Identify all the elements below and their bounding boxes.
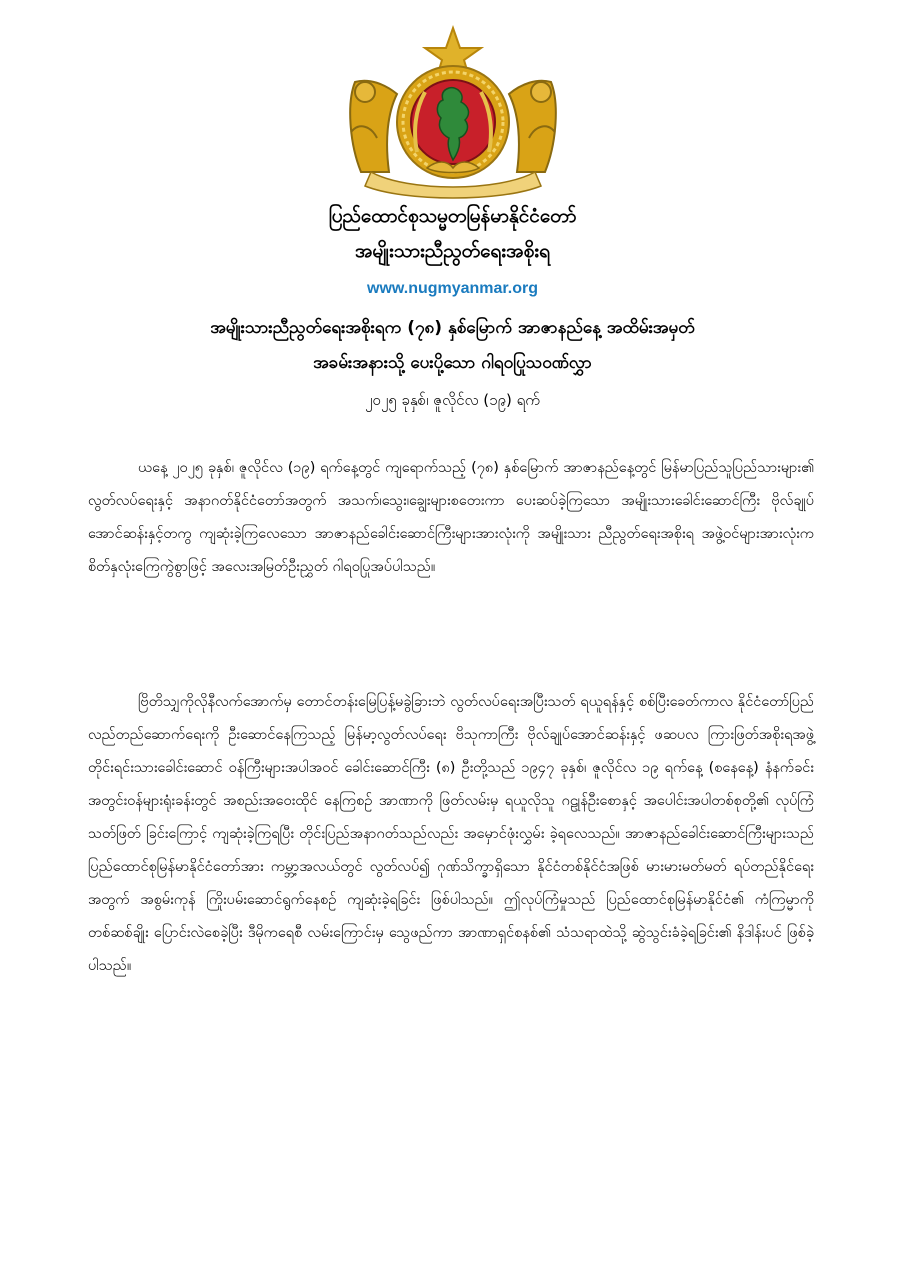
body-paragraph-2: ဗြိတိသျှကိုလိုနီလက်အောက်မှ တောင်တန်းမြေပြန့်မခွဲခြားဘဲ လွတ်လပ်ရေးအပြီးသတ် ရယူရန်နှင့် စစ်ပြီးခေတ်ကာလ နိုင်ငံတော်ပြည်လည်တည်ဆောက်ရေးကို ဦးဆောင်နေကြသည့် မြန်မာ့လွတ်လပ်ရေး ဗိသုကာကြီး ဗိုလ်ချုပ်အောင်ဆန်းနှင့် ဖဆပလ ကြားဖြတ်အစိုးရအဖွဲ့ တိုင်းရင်းသားခေါင်းဆောင် ဝန်ကြီးများအပါအဝင် ခေါင်းဆောင်ကြီး (၈) ဦးတို့သည် ၁၉၄၇ ခုနှစ်၊ ဇူလိုင်လ ၁၉ ရက်နေ့ (စနေနေ့) နံနက်ခင်း အတွင်းဝန်များရုံးခန်းတွင် အစည်းအဝေးထိုင် နေကြစဉ် အာဏာကို ဖြတ်လမ်းမှ ရယူလိုသူ ဂဠုန်ဦးစောနှင့် အပေါင်းအပါတစ်စုတို့၏ လုပ်ကြံသတ်ဖြတ် ခြင်းကြောင့် ကျဆုံးခဲ့ကြရပြီး တိုင်းပြည်အနာဂတ်သည်လည်း အမှောင်ဖုံးလွှမ်း ခဲ့ရလေသည်။ အာဇာနည်ခေါင်းဆောင်ကြီးများသည် ပြည်ထောင်စုမြန်မာနိုင်ငံတော်အား ကမ္ဘာ့အလယ်တွင် လွတ်လပ်၍ ဂုဏ်သိက္ခာရှိသော နိုင်ငံတစ်နိုင်ငံအဖြစ် မားမားမတ်မတ် ရပ်တည်နိုင်ရေးအတွက် အစွမ်းကုန် ကြိုးပမ်းဆောင်ရွက်နေစဉ် ကျဆုံးခဲ့ရခြင်း ဖြစ်ပါသည်။ ဤလုပ်ကြံမှုသည် ပြည်ထောင်စုမြန်မာနိုင်ငံ၏ ကံကြမ္မာကို တစ်ဆစ်ချိုး ပြောင်းလဲစေခဲ့ပြီး ဒီမိုကရေစီ လမ်းကြောင်းမှ သွေဖည်ကာ အာဏာရှင်စနစ်၏ သံသရာထဲသို့ ဆွဲသွင်းခံခဲ့ရခြင်း၏ နိဒါန်းပင် ဖြစ်ခဲ့ပါသည်။ bbox=[88, 694, 814, 974]
lion-left-icon bbox=[350, 81, 397, 172]
website-link[interactable]: www.nugmyanmar.org bbox=[367, 280, 538, 297]
country-title: ပြည်ထောင်စုသမ္မတမြန်မာနိုင်ငံတော် bbox=[328, 205, 577, 227]
document-heading-line1: အမျိုးသားညီညွတ်ရေးအစိုးရက (၇၈) နှစ်မြောက် အာဇာနည်နေ့ အထိမ်းအမှတ် bbox=[210, 318, 695, 338]
document-date: ၂၀၂၅ ခုနှစ်၊ ဇူလိုင်လ (၁၉) ရက် bbox=[365, 391, 540, 409]
document-heading-line2: အခမ်းအနားသို့ ပေးပို့သော ဂါရဝပြုသဝဏ်လွှာ bbox=[313, 353, 592, 373]
lion-right-icon bbox=[509, 81, 556, 172]
government-name: အမျိုးသားညီညွတ်ရေးအစိုးရ bbox=[354, 240, 550, 262]
state-seal-icon bbox=[337, 22, 569, 200]
body-paragraph-1: ယနေ့ ၂၀၂၅ ခုနှစ်၊ ဇူလိုင်လ (၁၉) ရက်နေ့တွင် ကျရောက်သည့် (၇၈) နှစ်မြောက် အာဇာနည်နေ့တွင် မြန်မာပြည်သူပြည်သားများ၏ လွတ်လပ်ရေးနှင့် အနာဂတ်နိုင်ငံတော်အတွက် အသက်၊သွေး၊ချွေးများစတေးကာ ပေးဆပ်ခဲ့ကြသော အမျိုးသားခေါင်းဆောင်ကြီး ဗိုလ်ချုပ် အောင်ဆန်းနှင့်တကွ ကျဆုံးခဲ့ကြလေသော အာဇာနည်ခေါင်းဆောင်ကြီးများအားလုံးကို အမျိုးသား ညီညွတ်ရေးအစိုးရ အဖွဲ့ဝင်များအားလုံးက စိတ်နှလုံးကြေကွဲစွာဖြင့် အလေးအမြတ်ဦးညွှတ် ဂါရဝပြုအပ်ပါသည်။ bbox=[88, 460, 814, 575]
